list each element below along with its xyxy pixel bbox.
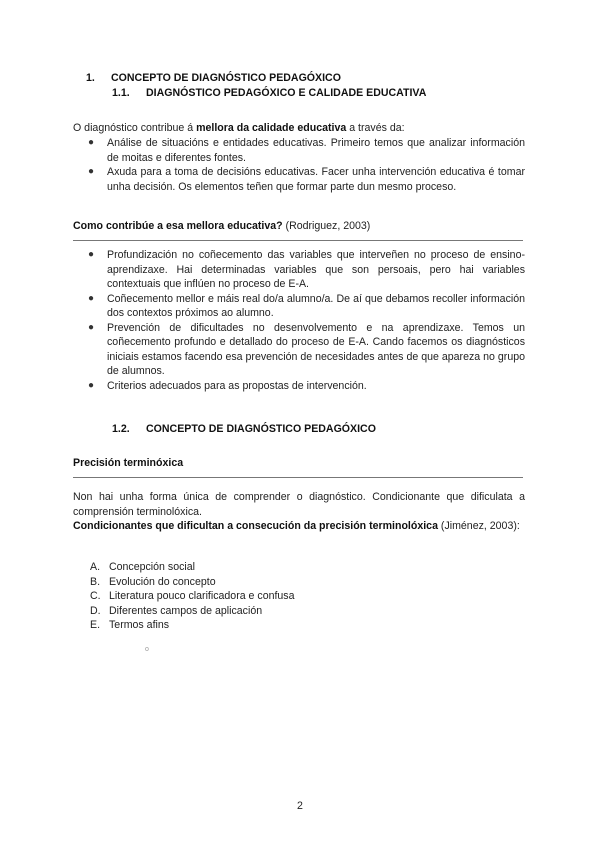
como-heading-ref: (Rodriguez, 2003) [282,220,371,232]
list-item [90,589,490,604]
section-1-number: 1. [86,72,95,84]
intro-text: O diagnóstico contribue á [73,122,197,134]
condicionantes-paragraph [73,519,525,534]
list-letter: E. [90,619,101,631]
intro-text-end: a través da: [346,122,405,134]
intro-bullet-list [73,136,525,194]
bullet-icon: ● [88,137,95,148]
list-item-text: Diferentes campos de aplicación [109,604,263,617]
list-item-text: Coñecemento mellor e máis real do/a alumno/a. De aí que debamos recoller información dos contextos próximos ao alumno. [107,292,525,319]
list-item [73,248,525,292]
list-item-text: Análise de situacións e entidades educativas. Primeiro temos que analizar información de moitas e diferentes fontes. [107,137,525,164]
list-letter: B. [90,575,101,588]
bullet-icon: ● [88,379,95,391]
intro-bold: mellora da calidade educativa [196,122,347,134]
bullet-icon: ● [88,321,95,333]
list-item [73,136,525,165]
list-item [90,604,490,619]
section-1-1-title: DIAGNÓSTICO PEDAGÓXICO E CALIDADE EDUCATIVA [146,87,427,99]
divider [73,240,523,241]
bullet-icon: ● [88,166,95,177]
stray-mark: o [145,646,149,653]
list-item-text: Concepción social [109,561,195,573]
como-heading [73,219,525,234]
list-letter: C. [90,590,101,602]
section-1-heading [86,72,341,84]
list-item [73,379,525,394]
list-item [90,618,490,633]
list-item-text: Criterios adecuados para as propostas de intervención. [107,379,367,392]
list-letter: D. [90,604,101,617]
bullet-icon: ● [88,292,95,304]
section-1-title: CONCEPTO DE DIAGNÓSTICO PEDAGÓXICO [111,72,341,84]
list-item-text: Axuda para a toma de decisións educativas. Facer unha intervención educativa é tomar unha decisión. Os elementos teñen que formar parte dun mesmo proceso. [107,166,525,193]
list-item-text: Profundización no coñecemento das variables que interveñen no proceso de ensino-aprendizaxe. Hai determinadas variables que son persoais, pero hai variables contextuais que inflúen no proceso de E-A. [107,249,525,290]
condicionantes-list [90,560,490,633]
section-1-2-number: 1.2. [112,423,130,435]
bullet-icon: ● [88,249,95,260]
divider [73,477,523,478]
condicionantes-bold: Condicionantes que dificultan a consecución da precisión terminolóxica [73,520,438,532]
list-item-text: Evolución do concepto [109,575,216,588]
list-item [90,560,490,575]
list-item [73,321,525,379]
list-item-text: Prevención de dificultades no desenvolvemento e na aprendizaxe. Temos un coñecemento profundo e detallado do proceso de E-A. Cando facemos os diagnósticos iniciais estamos facendo esa prevención de necesidades antes de que apareza no grupo de alumnos. [107,321,525,377]
intro-paragraph [73,121,525,136]
list-item [73,292,525,321]
precision-paragraph: Non hai unha forma única de comprender o diagnóstico. Condicionante que dificulata a comprensión terminolóxica. [73,491,525,518]
list-item [90,575,490,590]
list-item [73,165,525,194]
list-item-text: Literatura pouco clarificadora e confusa [109,590,295,602]
list-letter: A. [90,561,101,573]
precision-heading: Precisión terminóxica [73,457,184,469]
como-heading-bold: Como contribúe a esa mellora educativa? [73,220,283,232]
section-1-1-number: 1.1. [112,87,130,99]
como-bullet-list [73,248,525,393]
condicionantes-ref: (Jiménez, 2003): [437,520,520,532]
section-1-2-heading [112,423,376,435]
page-number: 2 [297,800,303,812]
section-1-2-title: CONCEPTO DE DIAGNÓSTICO PEDAGÓXICO [146,423,376,435]
section-1-1-heading [112,87,426,99]
list-item-text: Termos afins [109,619,170,631]
